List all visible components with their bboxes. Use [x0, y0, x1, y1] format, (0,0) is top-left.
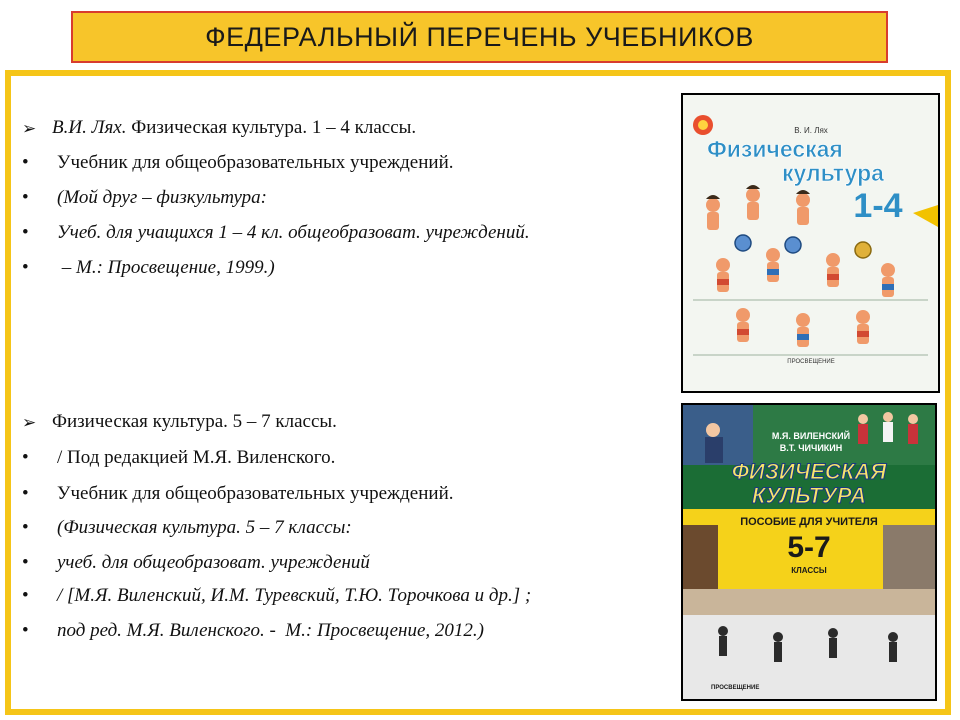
page-title: ФЕДЕРАЛЬНЫЙ ПЕРЕЧЕНЬ УЧЕБНИКОВ [205, 21, 754, 52]
list-item-text: под ред. М.Я. Виленского. - М.: Просвещение, 2012.) [57, 620, 484, 641]
cover-title-1: ФИЗИЧЕСКАЯ [731, 459, 887, 484]
bullet-icon: • [22, 152, 29, 173]
cover-title-1: Физическая [707, 136, 843, 162]
bullet-icon: • [22, 187, 29, 208]
list-item-text: Учеб. для учащихся 1 – 4 кл. общеобразоват. учреждений. [57, 222, 530, 243]
cover-2-illustration [683, 405, 935, 699]
cover-grades-label: КЛАССЫ [791, 566, 827, 575]
title-bar [71, 11, 888, 63]
bullet-icon: • [22, 447, 29, 468]
cover-author: В. И. Лях [794, 126, 828, 135]
textbook-cover-1-4 [681, 93, 940, 393]
textbook-cover-5-7 [681, 403, 937, 701]
list-item-text: (Физическая культура. 5 – 7 классы: [57, 517, 352, 538]
cover-title-2: культура [782, 160, 884, 186]
list-item-text: / Под редакцией М.Я. Виленского. [57, 447, 336, 468]
list-item-text [52, 116, 416, 140]
cover-title-2: КУЛЬТУРА [751, 483, 867, 508]
author-prefix: В.И. Лях. [52, 117, 127, 138]
list-item-text: Учебник для общеобразовательных учреждений. [57, 483, 454, 504]
cover-publisher: ПРОСВЕЩЕНИЕ [711, 685, 760, 691]
bullet-icon: • [22, 585, 29, 606]
list-item-text: – М.: Просвещение, 1999.) [57, 257, 275, 278]
bullet-icon: • [22, 517, 29, 538]
bullet-icon: • [22, 257, 29, 278]
cover-grades: 5-7 [787, 531, 831, 564]
cover-author-2: В.Т. ЧИЧИКИН [779, 443, 843, 453]
list-item-text: / [М.Я. Виленский, И.М. Туревский, Т.Ю. Торочкова и др.] ; [57, 585, 532, 606]
list-item-text: (Мой друг – физкультура: [57, 187, 267, 208]
arrow-bullet-icon: ➢ [22, 119, 37, 138]
cover-publisher: ПРОСВЕЩЕНИЕ [787, 359, 835, 365]
cover-subtitle: ПОСОБИЕ ДЛЯ УЧИТЕЛЯ [740, 516, 878, 528]
arrow-bullet-icon: ➢ [22, 413, 37, 432]
list-item-text: Физическая культура. 5 – 7 классы. [52, 411, 337, 432]
cover-author-1: М.Я. ВИЛЕНСКИЙ [771, 431, 851, 441]
bullet-icon: • [22, 222, 29, 243]
cover-grades: 1-4 [853, 187, 903, 225]
cover-1-illustration [683, 95, 938, 391]
list-item-rest: Физическая культура. 1 – 4 классы. [126, 117, 417, 138]
bullet-icon: • [22, 552, 29, 573]
list-item-text: учеб. для общеобразоват. учреждений [57, 552, 370, 573]
bullet-icon: • [22, 620, 29, 641]
list-item-text: Учебник для общеобразовательных учреждений. [57, 152, 454, 173]
bullet-icon: • [22, 483, 29, 504]
